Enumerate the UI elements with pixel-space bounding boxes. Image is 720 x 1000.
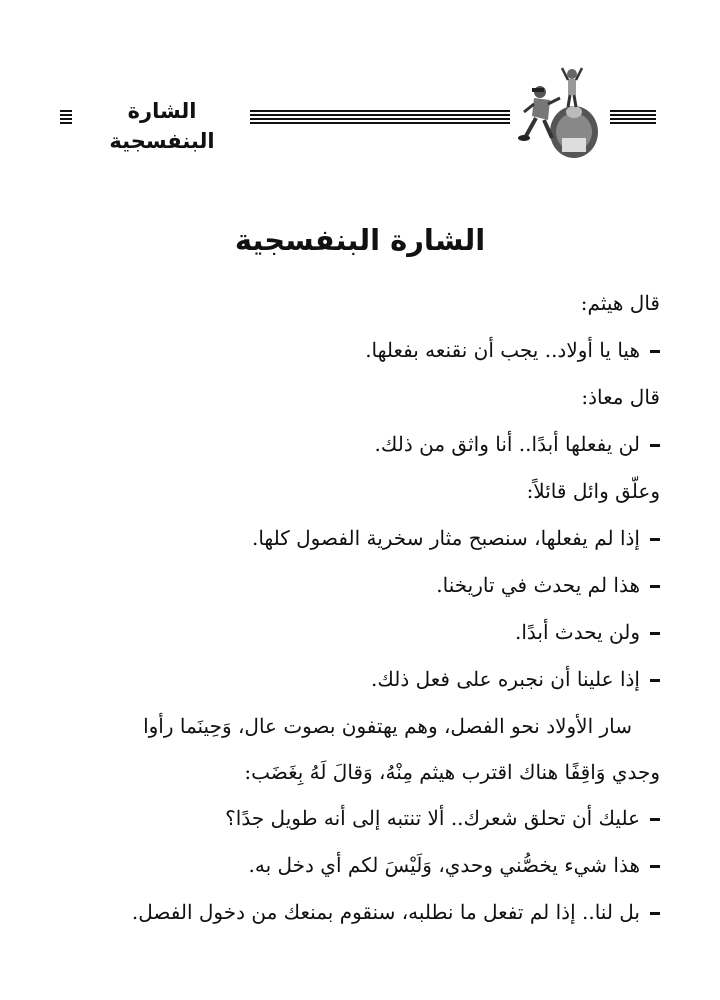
dash-bullet-icon bbox=[650, 679, 660, 682]
dialogue-line: عليك أن تحلق شعرك.. ألا تنتبه إلى أنه طويل جدًا؟ bbox=[40, 795, 660, 842]
dialogue-line: لن يفعلها أبدًا.. أنا واثق من ذلك. bbox=[40, 421, 660, 468]
narrative-paragraph bbox=[40, 703, 660, 795]
dash-bullet-icon bbox=[650, 585, 660, 588]
dialogue-line: إذا علينا أن نجبره على فعل ذلك. bbox=[40, 656, 660, 703]
header-rule-right bbox=[610, 110, 656, 124]
dash-bullet-icon bbox=[650, 538, 660, 541]
dash-bullet-icon bbox=[650, 865, 660, 868]
header-rule-middle bbox=[250, 110, 510, 124]
running-title: الشارة البنفسجية bbox=[109, 99, 215, 153]
boys-with-ball-illustration-icon bbox=[512, 60, 608, 160]
dialogue-line: ولن يحدث أبدًا. bbox=[40, 609, 660, 656]
dialogue-label: قال هيثم: bbox=[580, 291, 660, 315]
dash-bullet-icon bbox=[650, 444, 660, 447]
dash-bullet-icon bbox=[650, 912, 660, 915]
story-body bbox=[40, 280, 660, 936]
dash-bullet-icon bbox=[650, 350, 660, 353]
dialogue-line: هيا يا أولاد.. يجب أن نقنعه بفعلها. bbox=[40, 327, 660, 374]
paragraph-line: وجدي وَاقِفًا هناك اقترب هيثم مِنْهُ، وَقالَ لَهُ بِغَضَب: bbox=[244, 760, 660, 784]
dialogue-line: هذا شيء يخصُّني وحدي، وَلَيْسَ لكم أي دخل به. bbox=[40, 842, 660, 889]
dash-bullet-icon bbox=[650, 818, 660, 821]
dialogue-line: هذا لم يحدث في تاريخنا. bbox=[40, 562, 660, 609]
dialogue-line: إذا لم يفعلها، سنصبح مثار سخرية الفصول كلها. bbox=[40, 515, 660, 562]
dialogue-line: بل لنا.. إذا لم تفعل ما نطلبه، سنقوم بمنعك من دخول الفصل. bbox=[40, 889, 660, 936]
dash-bullet-icon bbox=[650, 632, 660, 635]
paragraph-line: سار الأولاد نحو الفصل، وهم يهتفون بصوت عال، وَحِينَما رأوا bbox=[143, 714, 632, 738]
header-rule-left bbox=[60, 110, 72, 124]
running-header bbox=[50, 60, 660, 160]
page-title: الشارة البنفسجية bbox=[234, 223, 486, 257]
dialogue-label: قال معاذ: bbox=[581, 385, 660, 409]
dialogue-label: وعلّق وائل قائلاً: bbox=[526, 479, 660, 503]
